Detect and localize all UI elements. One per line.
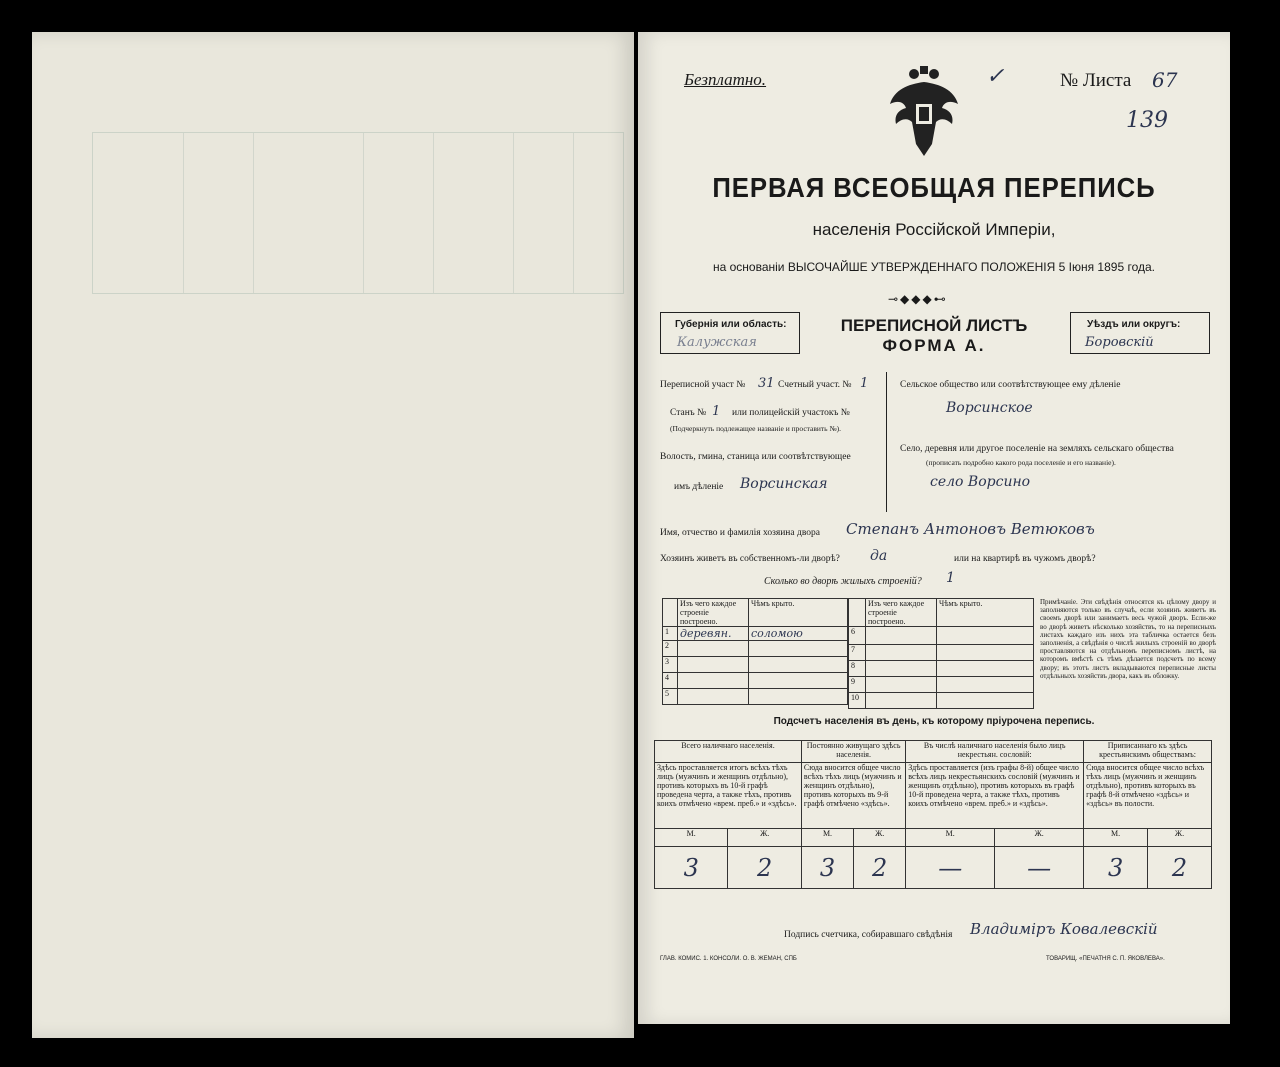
sheet-number-new: 139 [1126,108,1168,133]
table-row: 4 [663,673,848,689]
buildings-label: Сколько во дворѣ жилыхъ строеній? [764,576,922,587]
table-row: 10 [849,693,1034,709]
printer-right: ТОВАРИЩ. «ПЕЧАТНЯ С. П. ЯКОВЛЕВА». [1046,956,1165,962]
society-value: Ворсинское [946,400,1033,416]
buildings-note: Примѣчаніе. Эти свѣдѣнія относятся къ цѣлому двору и заполняются только въ случаѣ, если хозяинъ живетъ въ своемъ дворѣ или занимаетъ весь чужой дворъ. Если-же во дворѣ живетъ нѣсколько хозяйствъ, то на переписныхъ листахъ каждаго изъ нихъ эта табличка остается безъ заполненія, а свѣдѣнія о числѣ жилыхъ строеній во дворѣ проставляются на отдѣльномъ переписномъ листѣ, на которомъ вмѣстѣ съ тѣмъ дѣлается подсчетъ по всему двору; въ этотъ листъ вкладываются переписные листы отдѣльныхъ хозяйствъ двора, какъ въ обложку. [1040,598,1216,680]
free-label: Безплатно. [684,70,767,89]
owner-label: Имя, отчество и фамилія хозяина двора [660,528,820,538]
table-row: 8 [849,661,1034,677]
sheet-number-old: 67 [1152,68,1178,92]
volost-label: Волость, гмина, станица или соотвѣтствующее [660,452,851,462]
village-value: село Ворсино [930,474,1031,490]
province-box [660,312,800,354]
stan-value: 1 [712,404,721,419]
table-row: 3 [663,657,848,673]
check-mark: ✓ [986,64,1005,89]
province-label: Губернія или область: [675,319,787,330]
table-row: 5 [663,689,848,705]
district-value: Боровскій [1085,335,1154,350]
left-page [32,32,634,1038]
table-row: 1 деревян. соломою [663,627,848,641]
ornamental-divider: ⊸◆◆◆⊷ [888,292,948,306]
buildings-value: 1 [946,570,955,586]
underline-note: (Подчеркнуть подлежащее названіе и проставить №). [670,424,841,433]
census-form-page [638,32,1230,1024]
location-left [656,372,887,512]
table-row: 7 [849,645,1034,661]
table-row: 6 [849,627,1034,645]
volost-label-2: имъ дѣленіе [674,482,724,492]
census-subtitle: населенія Россійской Имперіи, [812,220,1056,239]
table-row: 9 [849,677,1034,693]
census-legal-basis: на основаніи ВЫСОЧАЙШЕ УТВЕРЖДЕННАГО ПОЛОЖЕНІЯ 5 Іюня 1895 года. [712,260,1155,274]
sheet-number-label: № Листа [1060,70,1132,91]
census-section-value: 31 [758,376,775,391]
buildings-table-left [662,598,848,705]
imperial-eagle-icon [888,64,960,160]
police-section-label: или полицейскій участокъ № [732,408,850,418]
society-label: Сельское общество или соотвѣтствующее ему дѣленіе [900,380,1121,390]
signature-label: Подпись счетчика, собиравшаго свѣдѣнія [784,930,953,940]
census-title: ПЕРВАЯ ВСЕОБЩАЯ ПЕРЕПИСЬ [712,172,1156,203]
own-yard-label: Хозяинъ живетъ въ собственномъ-ли дворѣ? [660,554,840,564]
own-yard-value: да [870,548,888,564]
material-header: Изъ чего каждое строеніе построено. [678,599,749,627]
roof-header: Чѣмъ крыто. [749,599,848,627]
village-note: (прописать подробно какого рода поселеніе и его названіе). [926,458,1116,467]
location-right [896,372,1212,512]
count-title: Подсчетъ населенія въ день, къ которому пріурочена перепись. [773,716,1095,727]
bleed-through-table [92,132,624,294]
village-label: Село, деревня или другое поселеніе на земляхъ сельскаго общества [900,444,1174,454]
form-letter: ФОРМА А. [882,336,986,355]
form-title: ПЕРЕПИСНОЙ ЛИСТЪ [840,316,1028,335]
signature-value: Владиміръ Ковалевскій [970,920,1158,938]
district-box [1070,312,1210,354]
population-count-table: Всего наличнаго населенія. Постоянно живущаго здѣсь населенія. Въ числѣ наличнаго населенія было лицъ некрестьян. сословій: Приписаннаго къ здѣсь крестьянскимъ обществамъ: Здѣсь проставляется итогъ всѣхъ тѣхъ лицъ (мужчинъ и женщинъ отдѣльно), противъ которыхъ въ 10-й графѣ проведена черта, а также тѣхъ, противъ коихъ отмѣчено «врем. преб.» и «здѣсь». Сюда вносится общее число всѣхъ тѣхъ лицъ (мужчинъ и женщинъ отдѣльно), противъ которыхъ въ 9-й графѣ отмѣчено «здѣсь». Здѣсь проставляется (изъ графы 8-й) общее число всѣхъ лицъ некрестьянскихъ сословій (мужчинъ и женщинъ отдѣльно), противъ которыхъ въ графѣ 10-й проведена черта, а также тѣхъ, противъ коихъ отмѣчено «врем. преб.» и «здѣсь». Сюда вносится общее число всѣхъ тѣхъ лицъ (мужчинъ и женщинъ отдѣльно), противъ которыхъ въ графѣ 8-й отмѣчено «здѣсь» и «здѣсь» въ полости. М. Ж. М. Ж. М. Ж. М. Ж. 3 2 3 2 — — 3 2 [654,740,1212,889]
volost-value: Ворсинская [740,476,828,492]
stan-label: Станъ № [670,408,707,418]
census-section-label: Переписной участ № [660,380,746,390]
buildings-table-right: Изъ чего каждое строеніе построено. Чѣмъ крыто. 6 7 8 9 10 [848,598,1034,709]
rented-label: или на квартирѣ въ чужомъ дворѣ? [954,554,1096,564]
count-values-row: 3 2 3 2 — — 3 2 [655,847,1212,889]
table-row: 2 [663,641,848,657]
count-section-value: 1 [860,376,869,391]
owner-value: Степанъ Антоновъ Ветюковъ [846,520,1095,538]
count-section-label: Счетный участ. № [778,380,852,390]
province-value: Калужская [677,335,757,350]
printer-left: ГЛАВ. КОМИС. 1. КОНСОЛИ. О. В. ЖЕМАН, СПБ [660,956,797,962]
district-label: Уѣздъ или округъ: [1087,319,1181,330]
